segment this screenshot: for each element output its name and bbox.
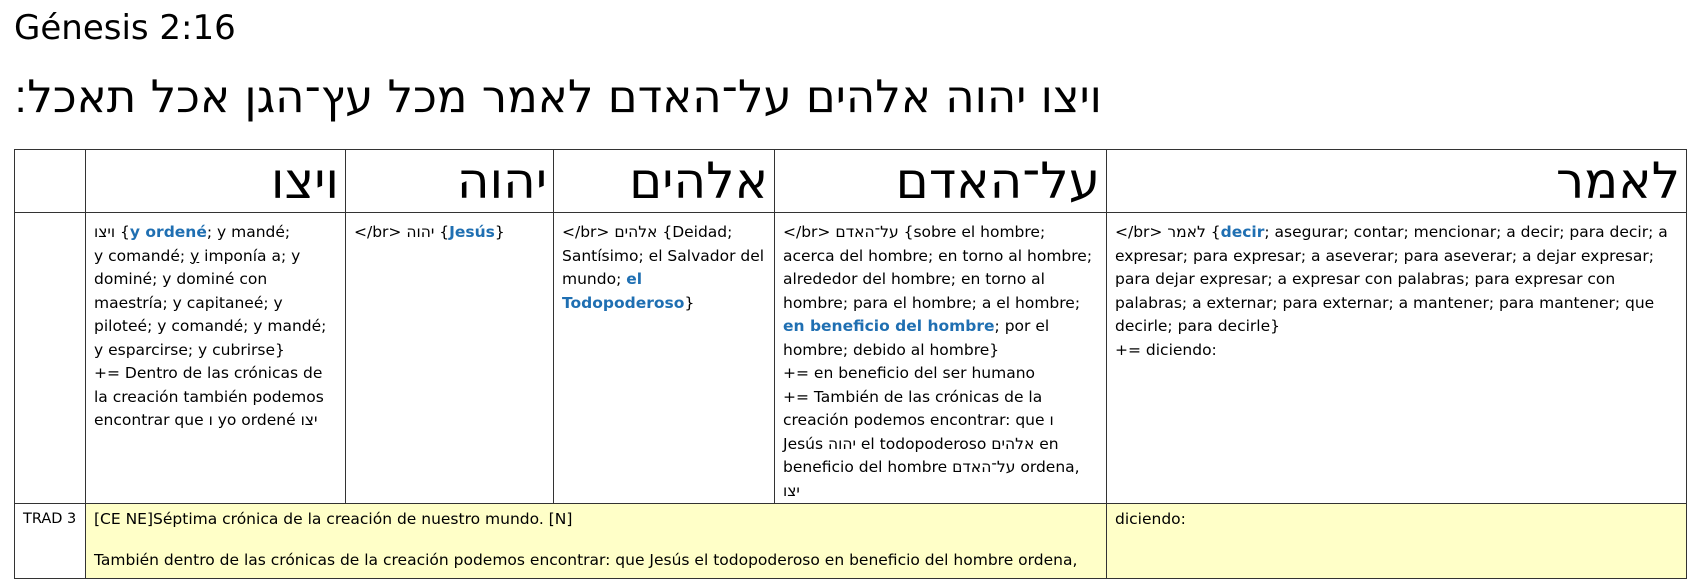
interlinear-table (14, 149, 1687, 579)
gloss-highlight: el Todopoderoso (562, 270, 685, 312)
gloss-lead: </br> לאמר { (1115, 223, 1221, 241)
gloss-lead: </br> אלהים {Deidad; Santísimo; el Salvador del mundo; (562, 223, 765, 288)
hebrew-word: לאמר (1107, 150, 1687, 213)
hebrew-word: על־האדם (775, 150, 1107, 213)
gloss-lead: </br> על־האדם {sobre el hombre; acerca del hombre; en torno al hombre; alrededor del hombre; en torno al hombre; para el hombre; a el hombre; (783, 223, 1093, 312)
gloss-note: += diciendo: (1115, 340, 1217, 359)
gloss-underlined: y (190, 246, 200, 265)
gloss-note: += También de las crónicas de la creación podemos encontrar: que ו Jesús יהוה el todopoderoso אלהים en beneficio del hombre על־האדם ordena, יצו (783, 387, 1080, 500)
gloss-highlight: decir (1220, 223, 1265, 241)
gloss-text: } (494, 223, 505, 241)
translation-cell-last: diciendo: (1107, 504, 1687, 579)
translation-label: TRAD 3 (15, 504, 86, 579)
gloss-lead: ויצו { (94, 223, 130, 241)
gloss-cell (775, 213, 1107, 504)
gloss-text: } (684, 293, 695, 312)
gloss-highlight: Jesús (449, 223, 495, 241)
gloss-row (15, 213, 1687, 504)
hebrew-verse: ויצו יהוה אלהים על־האדם לאמר מכל עץ־הגן אכל תאכל׃ (14, 70, 1102, 123)
gloss-text: ; asegurar; contar; mencionar; a decir; para decir; a expresar; para expresar; a aseverar; para aseverar; a dejar expresar; para dejar expresar; a expresar con palabras; para expresar con palabras; a externar; para externar; a mantener; para mantener; que decirle; para decirle} (1115, 223, 1668, 335)
gloss-cell (554, 213, 775, 504)
gloss-note: += Dentro de las crónicas de la creación también podemos encontrar que ו yo ordené יצו (94, 364, 324, 429)
gloss-text: ; por el hombre; debido al hombre} (783, 317, 1050, 359)
hebrew-word: ויצו (86, 150, 346, 213)
row-label-empty (15, 213, 86, 504)
gloss-lead: </br> יהוה { (354, 223, 450, 241)
gloss-text: y comandé; (94, 246, 191, 265)
gloss-highlight: en beneficio del hombre (783, 317, 995, 335)
translation-line: [CE NE]Séptima crónica de la creación de nuestro mundo. [N] (94, 510, 573, 528)
verse-reference: Génesis 2:16 (14, 8, 236, 48)
gloss-text: imponía a; y dominé; (94, 246, 301, 288)
gloss-text: ; y mandé; (206, 223, 291, 241)
gloss-highlight: y ordené (129, 223, 207, 241)
gloss-cell (346, 213, 554, 504)
hebrew-word-row (15, 150, 1687, 213)
hebrew-word: אלהים (554, 150, 775, 213)
row-label-empty (15, 150, 86, 213)
gloss-note: += en beneficio del ser humano (783, 364, 1035, 382)
gloss-text: y dominé con maestría; y capitaneé; y piloteé; y comandé; y mandé; y esparcirse; y cubrirse} (94, 270, 327, 359)
translation-cell (86, 504, 1107, 579)
hebrew-word: יהוה (346, 150, 554, 213)
gloss-cell (86, 213, 346, 504)
gloss-cell (1107, 213, 1687, 504)
translation-line: También dentro de las crónicas de la creación podemos encontrar: que Jesús el todopoderoso en beneficio del hombre ordena, (94, 550, 1078, 569)
translation-row (15, 504, 1687, 579)
